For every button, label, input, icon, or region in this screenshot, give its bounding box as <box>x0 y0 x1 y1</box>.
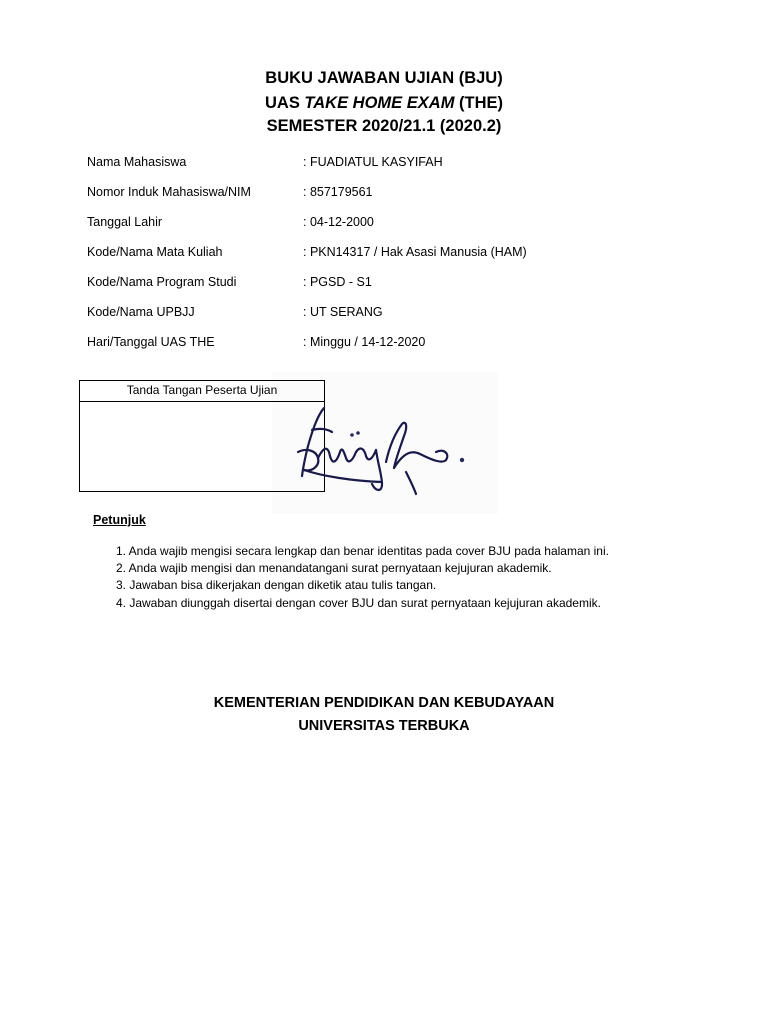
field-label: Nomor Induk Mahasiswa/NIM <box>87 185 251 199</box>
petunjuk-item: 1. Anda wajib mengisi secara lengkap dan benar identitas pada cover BJU pada halaman ini. <box>116 544 609 558</box>
footer-line-1: KEMENTERIAN PENDIDIKAN DAN KEBUDAYAAN <box>213 695 555 711</box>
petunjuk-item: 4. Jawaban diunggah disertai dengan cover BJU dan surat pernyataan kejujuran akademik. <box>116 596 601 610</box>
title-line-2-prefix: UAS <box>264 94 305 112</box>
title-line-3: SEMESTER 2020/21.1 (2020.2) <box>266 117 502 135</box>
handwritten-signature <box>272 372 498 514</box>
petunjuk-title: Petunjuk <box>93 513 146 527</box>
field-label: Nama Mahasiswa <box>87 155 187 169</box>
field-label: Kode/Nama UPBJJ <box>87 305 195 319</box>
field-value: : 857179561 <box>303 185 373 199</box>
field-label: Kode/Nama Program Studi <box>87 275 237 289</box>
field-value: : FUADIATUL KASYIFAH <box>303 155 443 169</box>
field-value: : Minggu / 14-12-2020 <box>303 335 426 349</box>
field-label: Tanggal Lahir <box>87 215 163 229</box>
field-value: : UT SERANG <box>303 305 383 319</box>
title-line-2-suffix: (THE) <box>454 94 504 112</box>
signature-box-title: Tanda Tangan Peserta Ujian <box>80 381 324 402</box>
field-value: : PGSD - S1 <box>303 275 372 289</box>
petunjuk-item: 2. Anda wajib mengisi dan menandatangani surat pernyataan kejujuran akademik. <box>116 561 552 575</box>
title-line-2 <box>0 94 768 113</box>
petunjuk-item: 3. Jawaban bisa dikerjakan dengan diketik atau tulis tangan. <box>116 578 437 592</box>
field-value: : 04-12-2000 <box>303 215 374 229</box>
field-label: Kode/Nama Mata Kuliah <box>87 245 223 259</box>
title-line-1: BUKU JAWABAN UJIAN (BJU) <box>265 69 503 87</box>
footer-line-2: UNIVERSITAS TERBUKA <box>298 718 470 734</box>
title-line-2-italic: TAKE HOME EXAM <box>304 94 455 112</box>
field-value: : PKN14317 / Hak Asasi Manusia (HAM) <box>303 245 527 259</box>
field-label: Hari/Tanggal UAS THE <box>87 335 215 349</box>
